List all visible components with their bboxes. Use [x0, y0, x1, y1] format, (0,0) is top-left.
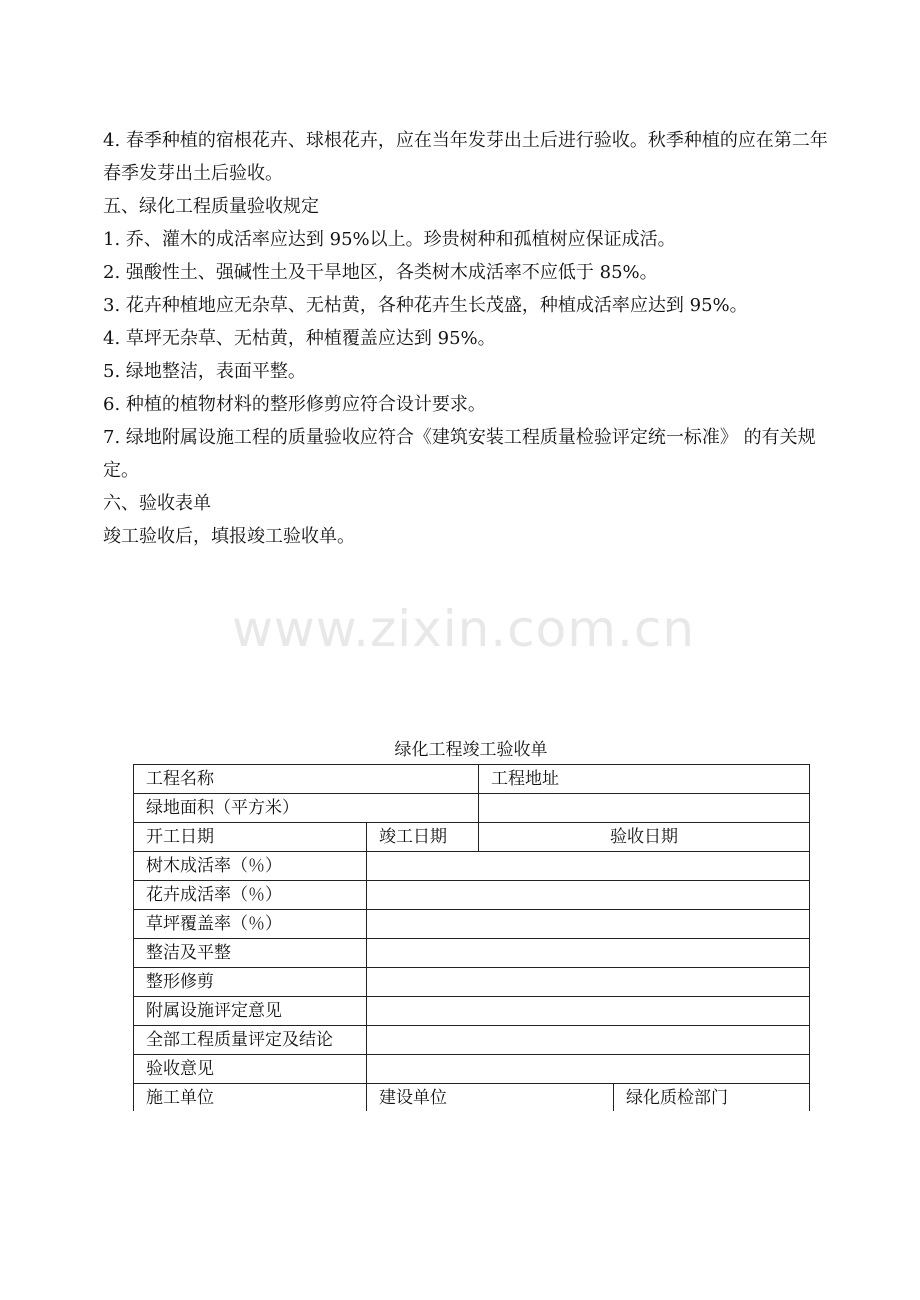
paragraph-rule-4: 4. 草坪无杂草、无枯黄，种植覆盖应达到 95%。	[103, 328, 496, 349]
cell-facilities-opinion-value	[367, 997, 810, 1026]
paragraph-rule-5: 5. 绿地整洁，表面平整。	[103, 361, 306, 382]
cell-acceptance-opinion: 验收意见	[134, 1055, 367, 1084]
cell-facilities-opinion: 附属设施评定意见	[134, 997, 367, 1026]
table-row	[134, 997, 810, 1026]
cell-pruning-value	[367, 968, 810, 997]
cell-greening-qc-dept: 绿化质检部门	[614, 1084, 810, 1112]
cell-lawn-coverage-value	[367, 910, 810, 939]
table-row	[134, 765, 810, 794]
cell-construction-unit: 施工单位	[134, 1084, 367, 1112]
cell-overall-quality-value	[367, 1026, 810, 1055]
heading-section-five: 五、绿化工程质量验收规定	[103, 196, 319, 217]
cell-acceptance-opinion-value	[367, 1055, 810, 1084]
table-row	[134, 823, 810, 852]
cell-cleanliness: 整洁及平整	[134, 939, 367, 968]
paragraph-fill-form: 竣工验收后，填报竣工验收单。	[103, 526, 355, 547]
table-row	[134, 881, 810, 910]
table-row	[134, 852, 810, 881]
cell-project-address: 工程地址	[479, 765, 810, 794]
cell-builder-unit: 建设单位	[367, 1084, 614, 1112]
cell-start-date: 开工日期	[134, 823, 367, 852]
cell-lawn-coverage: 草坪覆盖率（％）	[134, 910, 367, 939]
paragraph-rule-3: 3. 花卉种植地应无杂草、无枯黄，各种花卉生长茂盛，种植成活率应达到 95%。	[103, 295, 748, 316]
watermark-text: www.zixin.com.cn	[232, 600, 696, 658]
cell-tree-survival: 树木成活率（％）	[134, 852, 367, 881]
table-row	[134, 1026, 810, 1055]
cell-green-area-value	[479, 794, 810, 823]
table-row	[134, 1055, 810, 1084]
cell-acceptance-date: 验收日期	[479, 823, 810, 852]
heading-section-six: 六、验收表单	[103, 493, 211, 514]
table-row	[134, 968, 810, 997]
cell-project-name: 工程名称	[134, 765, 479, 794]
paragraph-spring-planting: 4. 春季种植的宿根花卉、球根花卉，应在当年发芽出土后进行验收。秋季种植的应在第二年春季发芽出土后验收。	[103, 130, 828, 184]
paragraph-rule-2: 2. 强酸性土、强碱性土及干旱地区，各类树木成活率不应低于 85%。	[103, 262, 658, 283]
cell-overall-quality: 全部工程质量评定及结论	[134, 1026, 367, 1055]
cell-pruning: 整形修剪	[134, 968, 367, 997]
paragraph-rule-7: 7. 绿地附属设施工程的质量验收应符合《建筑安装工程质量检验评定统一标准》 的有关规定。	[103, 427, 816, 481]
cell-flower-survival: 花卉成活率（％）	[134, 881, 367, 910]
paragraph-rule-1: 1. 乔、灌木的成活率应达到 95%以上。珍贵树种和孤植树应保证成活。	[103, 229, 676, 250]
table-row	[134, 910, 810, 939]
cell-green-area: 绿地面积（平方米）	[134, 794, 479, 823]
table-row	[134, 1084, 810, 1112]
cell-completion-date: 竣工日期	[367, 823, 479, 852]
cell-cleanliness-value	[367, 939, 810, 968]
form-title: 绿化工程竣工验收单	[394, 740, 548, 760]
cell-tree-survival-value	[367, 852, 810, 881]
table-row	[134, 794, 810, 823]
document-body	[103, 124, 833, 553]
paragraph-rule-6: 6. 种植的植物材料的整形修剪应符合设计要求。	[103, 394, 486, 415]
acceptance-form-table	[133, 764, 810, 1111]
table-row	[134, 939, 810, 968]
cell-flower-survival-value	[367, 881, 810, 910]
